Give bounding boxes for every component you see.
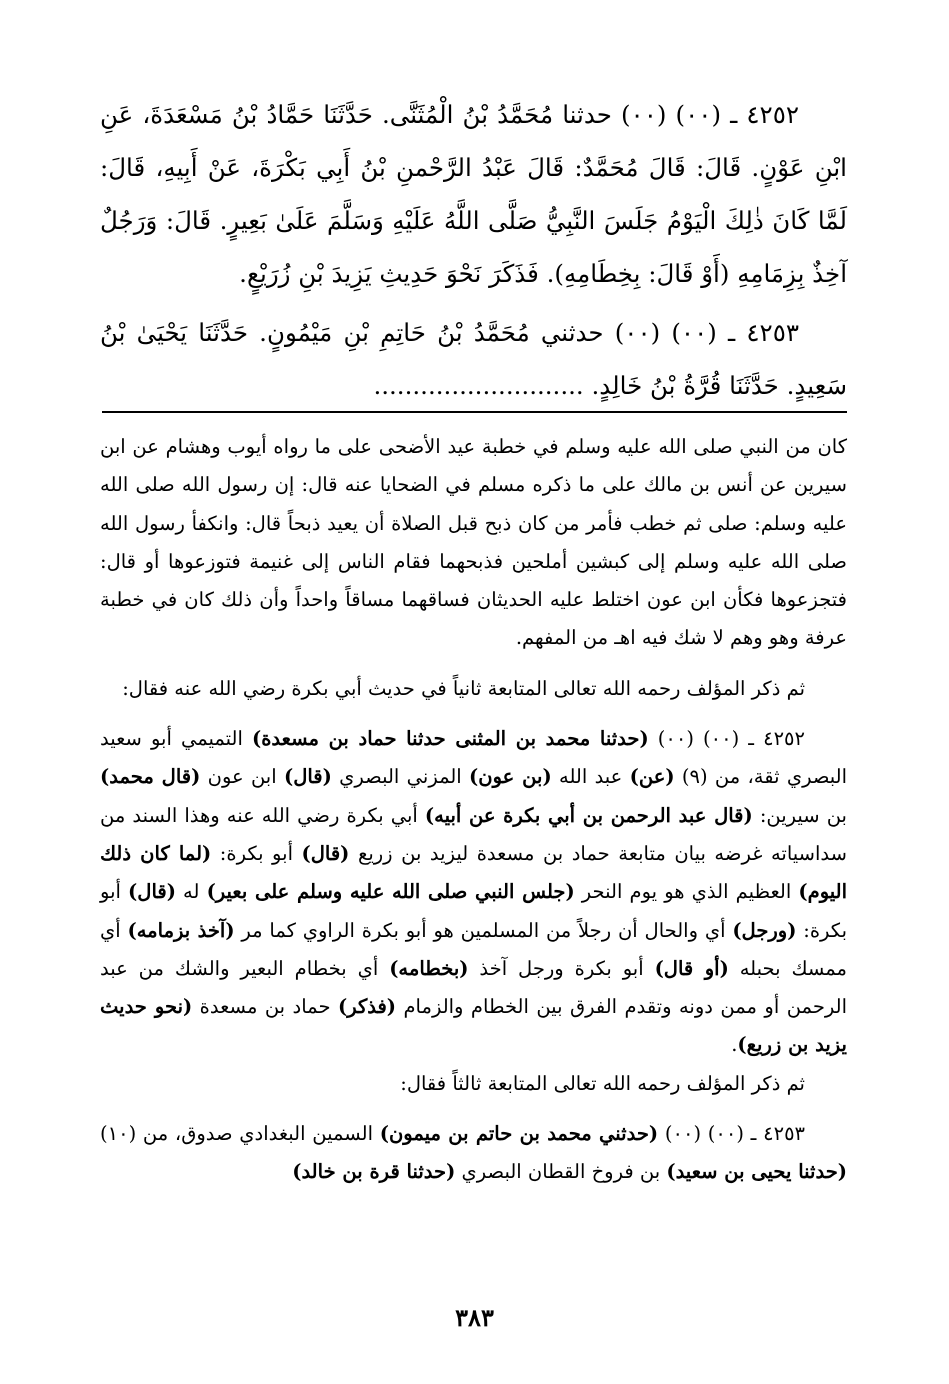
commentary-bold: (حدثنا يحيى بن سعيد) [666, 1160, 847, 1184]
commentary-text: ٤٢٥٢ ـ (٠٠) (٠٠) [648, 727, 805, 751]
commentary-text: أي ممسك بحبله [100, 918, 847, 980]
commentary-text: بن سيرين: [752, 803, 847, 827]
commentary-bold: (قال محمد) [100, 765, 201, 789]
commentary-bold: (حدثنا قرة بن خالد) [292, 1160, 456, 1184]
commentary-bold: (بخطامه) [389, 956, 469, 980]
commentary-bold: (عن) [629, 765, 675, 789]
commentary-bold: (جلس النبي صلى الله عليه وسلم على بعير) [206, 880, 575, 904]
commentary-para-4: ثم ذكر المؤلف رحمه الله تعالى المتابعة ثالثاً فقال: [400, 1071, 805, 1095]
commentary-para-5 [100, 1115, 847, 1192]
hadith-4253 [100, 306, 847, 412]
commentary-text: العظيم الذي هو يوم النحر [574, 880, 799, 904]
commentary-bold: (آخذ بزمامه) [127, 918, 235, 942]
commentary-bold: (حدثنا محمد بن المثنى حدثنا حماد بن مسعدة) [251, 727, 649, 751]
hadith-4253-text: ٤٢٥٣ ـ (٠٠) (٠٠) حدثني مُحَمَّدُ بْنُ حَاتِمِ بْنِ مَيْمُونٍ. حَدَّثَنَا يَحْيَىٰ بْنُ سَعِيدٍ. حَدَّثَنَا قُرَّةُ بْنُ خَالِدٍ. [100, 318, 847, 400]
commentary-text: أبو بكرة ورجل آخذ [468, 956, 655, 980]
commentary-text: التميمي أبو سعيد البصري ثقة، من (٩) [100, 727, 848, 789]
commentary-text: ابن عون [200, 765, 284, 789]
commentary-bold: (بن عون) [469, 765, 552, 789]
commentary-bold: (حدثني محمد بن حاتم بن ميمون) [379, 1122, 659, 1146]
hadith-4252: ٤٢٥٢ ـ (٠٠) (٠٠) حدثنا مُحَمَّدُ بْنُ الْمُثَنَّى. حَدَّثَنَا حَمَّادُ بْنُ مَسْعَدَةَ، عَنِ ابْنِ عَوْنٍ. قَالَ: قَالَ مُحَمَّدٌ: قَالَ عَبْدُ الرَّحْمنِ بْنُ أَبِي بَكْرَةَ، عَنْ أَبِيهِ، قَالَ: لَمَّا كَانَ ذٰلِكَ الْيَوْمُ جَلَسَ النَّبِيُّ صَلَّى اللَّهُ عَلَيْهِ وَسَلَّمَ عَلَىٰ بَعِيرٍ. قَالَ: وَرَجُلٌ آخِذٌ بِزِمَامِهِ (أَوْ قَالَ: بِخِطَامِهِ). فَذَكَرَ نَحْوَ حَدِيثِ يَزِيدَ بْنِ زُرَيْعٍ. [100, 100, 847, 288]
commentary-text: أبو بكرة: [211, 841, 302, 865]
ellipsis: ........................... [373, 371, 584, 400]
commentary-para-1: كان من النبي صلى الله عليه وسلم في خطبة عيد الأضحى على ما رواه أيوب وهشام عن ابن سيرين عن أنس بن مالك على ما ذكره مسلم في الضحايا عنه قال: إن رسول الله صلى الله عليه وسلم: صلى ثم خطب فأمر من كان ذبح قبل الصلاة أن يعيد ذبحاً قال: وانكفأ رسول الله صلى الله عليه وسلم إلى كبشين أملحين فذبحهما فقام الناس إلى غنيمة فتوزعوها أو قال: فتجزعوها فكأن ابن عون اختلط عليه الحديثان فساقهما مساقاً واحداً وأن ذلك كان في خطبة عرفة وهو وهم لا شك فيه اهـ من المفهم. [100, 435, 847, 650]
commentary-text: . [731, 1033, 738, 1057]
commentary-bold: (قال عبد الرحمن بن أبي بكرة عن أبيه) [424, 803, 753, 827]
commentary-text: عبد الله [551, 765, 630, 789]
commentary-text: أي بخطام البعير والشك من عبد الرحمن أو ممن دونه وتقدم الفرق بين الخطام والزمام [100, 956, 848, 1019]
commentary-text: السمين البغدادي صدوق، من (١٠) [100, 1122, 380, 1146]
commentary-bold: (قال) [283, 765, 332, 789]
hadith-text-block [100, 88, 847, 412]
commentary-bold: (لما كان ذلك اليوم) [100, 841, 848, 904]
commentary-para-2: ثم ذكر المؤلف رحمه الله تعالى المتابعة ثانياً في حديث أبي بكرة رضي الله عنه فقال: [122, 676, 805, 700]
commentary-bold: (نحو حديث يزيد بن زريع) [100, 995, 847, 1057]
commentary-para-3 [100, 720, 847, 1065]
commentary-text: بن فروخ القطان البصري [455, 1160, 667, 1184]
divider-line [102, 411, 847, 413]
commentary-bold: (ورجل) [732, 918, 797, 942]
commentary-bold: (قال) [301, 841, 350, 865]
commentary-text: ٤٢٥٣ ـ (٠٠) (٠٠) [658, 1122, 806, 1146]
commentary-bold: (فذكر) [337, 995, 397, 1019]
commentary-text: له [175, 880, 207, 904]
commentary-text: أبو بكرة: [100, 880, 847, 942]
page-number: ٣٨٣ [455, 1303, 494, 1332]
commentary-text: أبي بكرة رضي الله عنه وهذا السند من سداسياته غرضه بيان متابعة حماد بن مسعدة ليزيد بن زريع [100, 803, 847, 865]
commentary-bold: (قال) [128, 880, 176, 904]
commentary-text: أي والحال أن رجلاً من المسلمين هو أبو بكرة الراوي كما مر [234, 918, 733, 942]
commentary-text: حماد بن مسعدة [192, 995, 338, 1019]
commentary-block [100, 428, 847, 1192]
commentary-text: المزني البصري [331, 765, 470, 789]
commentary-bold: (أو قال) [654, 956, 729, 980]
